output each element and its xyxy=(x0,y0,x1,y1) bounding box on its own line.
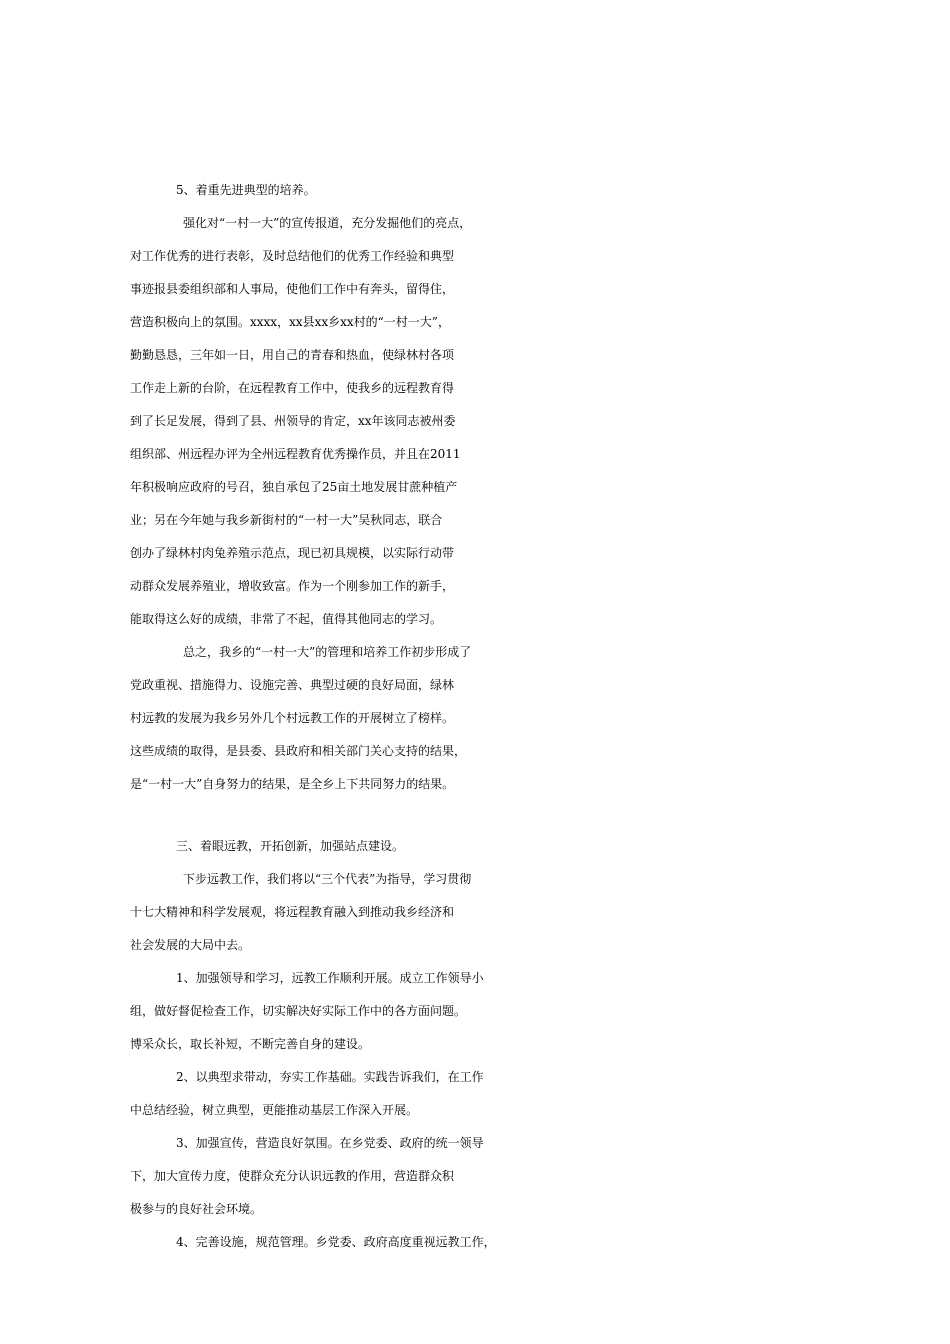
text-line: 下，加大宣传力度，使群众充分认识远教的作用，营造群众积 xyxy=(130,1169,455,1183)
text-line: 这些成绩的取得，是县委、县政府和相关部门关心支持的结果， xyxy=(130,744,467,758)
text-line: 是“一村一大”自身努力的结果，是全乡上下共同努力的结果。 xyxy=(130,777,455,791)
text-line: 博采众长，取长补短，不断完善自身的建设。 xyxy=(130,1037,371,1051)
text-line: 5、着重先进典型的培养。 xyxy=(176,183,316,197)
text-line: 下步远教工作，我们将以“三个代表”为指导，学习贯彻 xyxy=(183,872,472,886)
text-line: 3、加强宣传，营造良好氛围。在乡党委、政府的统一领导 xyxy=(176,1136,484,1150)
text-line: 组，做好督促检查工作，切实解决好实际工作中的各方面问题。 xyxy=(130,1004,467,1018)
text-line: 社会发展的大局中去。 xyxy=(130,938,251,952)
text-line: 2、以典型求带动，夯实工作基础。实践告诉我们，在工作 xyxy=(176,1070,484,1084)
text-line: 营造积极向上的氛围。xxxx，xx县xx乡xx村的“一村一大”， xyxy=(130,315,450,329)
text-line: 总之，我乡的“一村一大”的管理和培养工作初步形成了 xyxy=(183,645,472,659)
text-line: 到了长足发展，得到了县、州领导的肯定，xx年该同志被州委 xyxy=(130,414,456,428)
text-line: 强化对“一村一大”的宣传报道，充分发掘他们的亮点， xyxy=(183,216,472,230)
text-line: 中总结经验，树立典型，更能推动基层工作深入开展。 xyxy=(130,1103,419,1117)
text-line: 对工作优秀的进行表彰，及时总结他们的优秀工作经验和典型 xyxy=(130,249,455,263)
text-line: 能取得这么好的成绩，非常了不起，值得其他同志的学习。 xyxy=(130,612,443,626)
text-line: 村远教的发展为我乡另外几个村远教工作的开展树立了榜样。 xyxy=(130,711,455,725)
text-line: 业；另在今年她与我乡新街村的“一村一大”吴秋同志，联合 xyxy=(130,513,443,527)
section-heading: 三、着眼远教，开拓创新，加强站点建设。 xyxy=(176,839,405,853)
text-line: 勤勤恳恳，三年如一日，用自己的青春和热血，使绿林村各项 xyxy=(130,348,455,362)
text-line: 十七大精神和科学发展观，将远程教育融入到推动我乡经济和 xyxy=(130,905,455,919)
text-line: 创办了绿林村肉兔养殖示范点，现已初具规模，以实际行动带 xyxy=(130,546,455,560)
text-line: 工作走上新的台阶，在远程教育工作中，使我乡的远程教育得 xyxy=(130,381,455,395)
text-line: 动群众发展养殖业，增收致富。作为一个刚参加工作的新手， xyxy=(130,579,455,593)
text-line: 党政重视、措施得力、设施完善、典型过硬的良好局面，绿林 xyxy=(130,678,455,692)
text-line: 组织部、州远程办评为全州远程教育优秀操作员，并且在2011 xyxy=(130,447,461,461)
text-line: 事迹报县委组织部和人事局，使他们工作中有奔头，留得住， xyxy=(130,282,455,296)
text-line: 年积极响应政府的号召，独自承包了25亩土地发展甘蔗种植产 xyxy=(130,480,458,494)
text-line: 极参与的良好社会环境。 xyxy=(130,1202,263,1216)
text-line: 1、加强领导和学习，远教工作顺利开展。成立工作领导小 xyxy=(176,971,484,985)
text-line: 4、完善设施，规范管理。乡党委、政府高度重视远教工作， xyxy=(176,1235,496,1249)
